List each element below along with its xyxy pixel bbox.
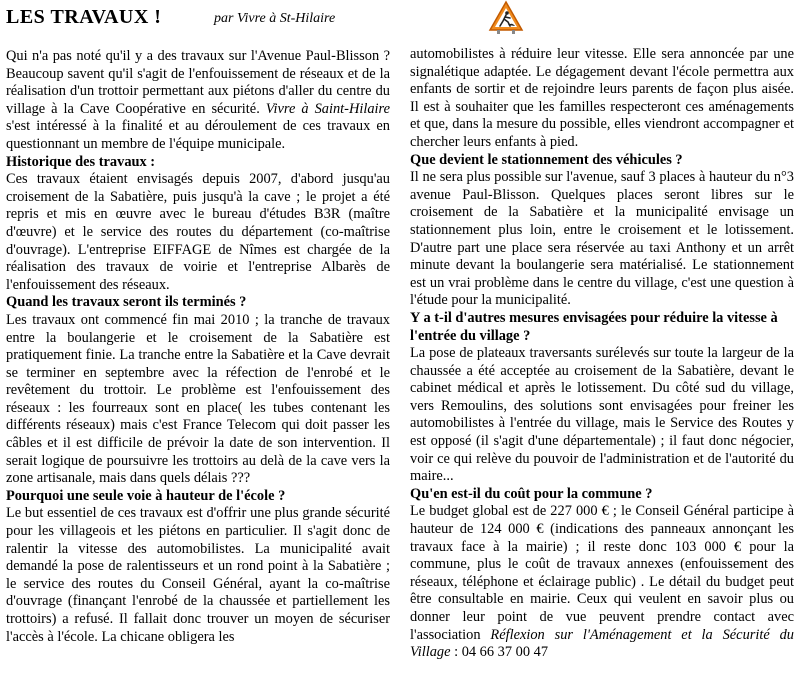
roadworks-sign-icon <box>488 0 524 34</box>
section-heading-single-lane: Pourquoi une seule voie à hauteur de l'école ? <box>6 487 286 504</box>
article-title: LES TRAVAUX ! <box>6 6 162 28</box>
publication-name: Vivre à Saint-Hilaire <box>265 100 390 117</box>
intro-paragraph: Qui n'a pas noté qu'il y a des travaux sur l'Avenue Paul-Blisson ? Beaucoup savent qu'il s'agit de l'enfouissement de réseaux et de la réalisation d'un trottoir permettant aux piétons d'aller du centre du village à la Cave Coopérative en sécurité. Vivre à Saint-Hilaire s'est intéressé à la finalité et au déroulement de ces travaux en questionnant un membre de l'équipe municipale. <box>6 48 390 152</box>
paragraph-parking: Il ne sera plus possible sur l'avenue, sauf 3 places à hauteur du n°3 avenue Paul-Blisson. Quelques places seront libres sur le croisement de la Sabatière et la municipalité envisage un stationnement plus loin, entre le croisement et le lotissement. D'autre part une place sera réservée au taxi Anthony et un arrêt minute devant la boulangerie sera matérialisé. Le stationnement est un vrai problème dans le centre du village, c'est une question à l'étude pour la municipalité. <box>410 169 794 309</box>
left-column <box>6 48 390 646</box>
article-byline: par Vivre à St-Hilaire <box>214 11 336 26</box>
section-heading-parking: Que devient le stationnement des véhicules ? <box>410 151 683 168</box>
article-header <box>6 0 796 44</box>
paragraph-single-lane-continued: automobilistes à réduire leur vitesse. Elle sera annoncée par une signalétique adaptée. Le dégagement devant l'école permettra aux enfants de sortir et de rejoindre leurs parents de façon plus aisée. Il est à souhaiter que les familles respecteront ces aménagements et que, dans la mesure du possible, elles viendront accompagner et chercher leurs enfants à pied. <box>410 46 794 150</box>
association-name: Réflexion sur l'Aménagement et la Sécurité du Village <box>410 626 795 661</box>
paragraph-speed-measures: La pose de plateaux traversants surélevés sur toute la largeur de la chaussée a été acceptée au croisement de la Sabatière, devant le cabinet médical et après le lotissement. Du côté sud du village, vers Remoulins, des solutions sont envisagées pour freiner les automobilistes à l'entrée du village, mais le Service des Routes y est opposé (il s'agit d'une départementale) ; il faut donc négocier, voir ce qui relève du pouvoir de l'administration et de l'autorité du maire... <box>410 345 794 485</box>
section-heading-completion: Quand les travaux seront ils terminés ? <box>6 294 247 311</box>
paragraph-single-lane: Le but essentiel de ces travaux est d'offrir une plus grande sécurité pour les villageois et les piétons en particulier. Il s'agit donc de ralentir la vitesse des automobilistes. La municipalité avait demandé la pose de ralentisseurs et un rond point à la Sabatière ; le service des routes du Conseil Général, ayant la co-maîtrise d'ouvrage (finançant l'enrobé de la chaussée et partiellement les trottoirs) a refusé. Il fallait donc trouver un moyen de sécuriser l'accès à l'école. La chicane obligera les <box>6 505 390 645</box>
paragraph-history: Ces travaux étaient envisagés depuis 2007, d'abord jusqu'au croisement de la Sabatière, puis jusqu'à la cave ; le projet a été repris et mis en œuvre avec le bureau d'études B3R (maître d'œuvre) et le service des routes du département (co-maîtrise d'ouvrage). L'entreprise EIFFAGE de Nîmes est chargée de la réalisation des travaux de voirie et l'entreprise Albarès de l'enfouissement des réseaux. <box>6 171 390 293</box>
right-column <box>410 46 794 662</box>
paragraph-completion: Les travaux ont commencé fin mai 2010 ; la tranche de travaux entre la boulangerie et le croisement de la Sabatière est pratiquement finie. La tranche entre la Sabatière et la Cave devrait se terminer en septembre avec la réfection de l'enrobé et le revêtement du trottoir. Le problème est l'enfouissement des réseaux : les fourreaux sont en place( les tubes contenant les différents réseaux) mais c'est France Telecom qui doit passer les câbles et il est difficile de prévoir la date de son intervention. Il serait logique de poursuivre les trottoirs au delà de la cave vers la zone artisanale, mais dans quels délais ??? <box>6 311 390 487</box>
section-heading-speed-measures: Y a t-il d'autres mesures envisagées pour réduire la vitesse à l'entrée du village ? <box>410 309 778 344</box>
section-heading-history: Historique des travaux : <box>6 153 156 170</box>
section-heading-cost: Qu'en est-il du coût pour la commune ? <box>410 485 653 502</box>
association-phone: : 04 66 37 00 47 <box>450 644 549 661</box>
paragraph-cost: Le budget global est de 227 000 € ; le Conseil Général participe à hauteur de 124 000 € (indications des panneaux annonçant les travaux face à la mairie) ; il reste donc 103 000 € pour la commune, plus le coût de travaux annexes (enfouissement des réseaux, téléphone et éclairage public) . Le détail du budget peut être consultable en mairie. Ceux qui veulent en savoir plus ou donner leur point de vue peuvent prendre contact avec l'association Réflexion sur l'Aménagement et la Sécurité du Village : 04 66 37 00 47 <box>410 503 795 661</box>
